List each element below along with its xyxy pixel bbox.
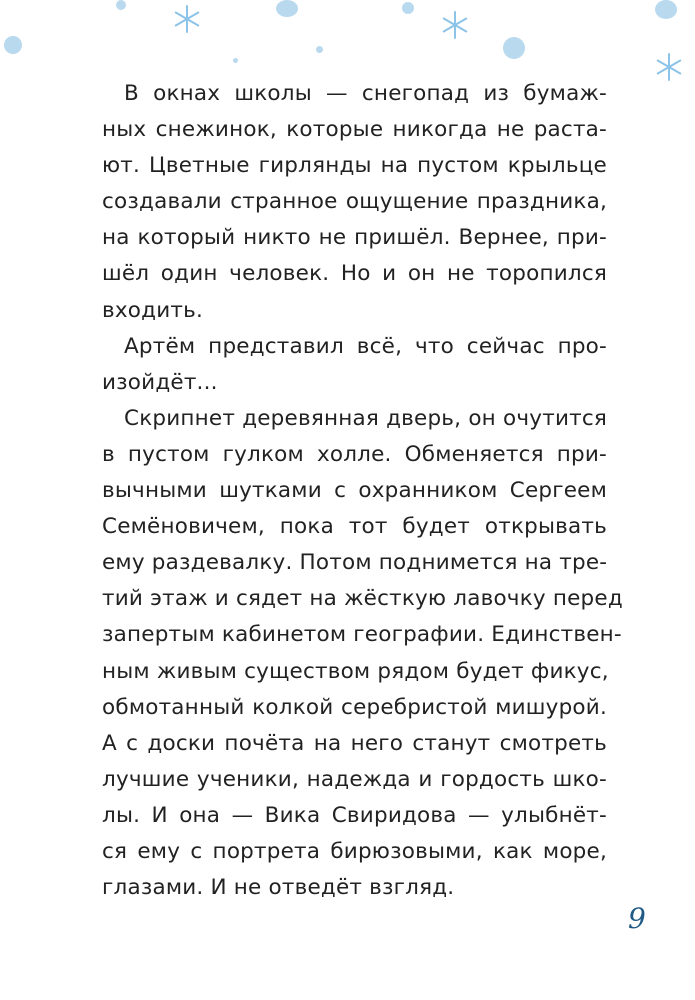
snow-dot — [276, 0, 298, 17]
snowflake-icon — [172, 4, 202, 34]
text-line: на который никто не пришёл. Вернее, при- — [102, 225, 607, 251]
text-line: вычными шутками с охранником Сергеем — [102, 478, 607, 504]
paragraph — [102, 401, 623, 906]
snow-dot — [503, 37, 525, 59]
snow-dot — [402, 2, 414, 14]
text-line: в пустом гулком холле. Обменяется при- — [102, 441, 607, 467]
paragraph — [102, 76, 607, 329]
text-line: ным живым существом рядом будет фикус, — [102, 658, 609, 684]
snow-dot — [4, 36, 22, 54]
text-line: создавали странное ощущение праздника, — [102, 189, 607, 215]
paragraph — [102, 329, 607, 401]
text-line: ся ему с портрета бирюзовыми, как море, — [102, 838, 607, 864]
text-line: входить. — [102, 297, 204, 323]
text-line: шёл один человек. Но и он не торопился — [102, 261, 607, 287]
text-line: ют. Цветные гирлянды на пустом крыльце — [102, 153, 607, 179]
text-line: лучшие ученики, надежда и гордость шко- — [102, 766, 607, 792]
text-line: тий этаж и сядет на жёсткую лавочку перед — [102, 586, 623, 612]
story-text — [102, 76, 623, 906]
snowflake-icon — [654, 52, 684, 82]
text-line: Скрипнет деревянная дверь, он очутится — [124, 405, 607, 431]
text-line: лы. И она — Вика Свиридова — улыбнёт- — [102, 802, 607, 828]
text-line: Артём представил всё, что сейчас про- — [124, 333, 607, 359]
snow-dot — [233, 58, 238, 63]
text-line: обмотанный колкой серебристой мишурой. — [102, 694, 607, 720]
text-line: изойдёт... — [102, 369, 218, 395]
snow-dot — [316, 46, 323, 53]
text-line: ему раздевалку. Потом поднимется на тре- — [102, 550, 608, 576]
page-number: 9 — [628, 902, 646, 935]
text-line: ных снежинок, которые никогда не раста- — [102, 117, 607, 143]
snow-dot — [116, 0, 126, 10]
snowflake-icon — [440, 10, 470, 40]
text-line: Семёновичем, пока тот будет открывать — [102, 514, 607, 540]
text-line: В окнах школы — снегопад из бумаж- — [124, 81, 607, 106]
text-line: запертым кабинетом географии. Единствен- — [102, 622, 622, 648]
snow-dot — [655, 0, 677, 19]
text-line: А с доски почёта на него станут смотреть — [102, 730, 607, 756]
text-line: глазами. И не отведёт взгляд. — [102, 875, 455, 901]
